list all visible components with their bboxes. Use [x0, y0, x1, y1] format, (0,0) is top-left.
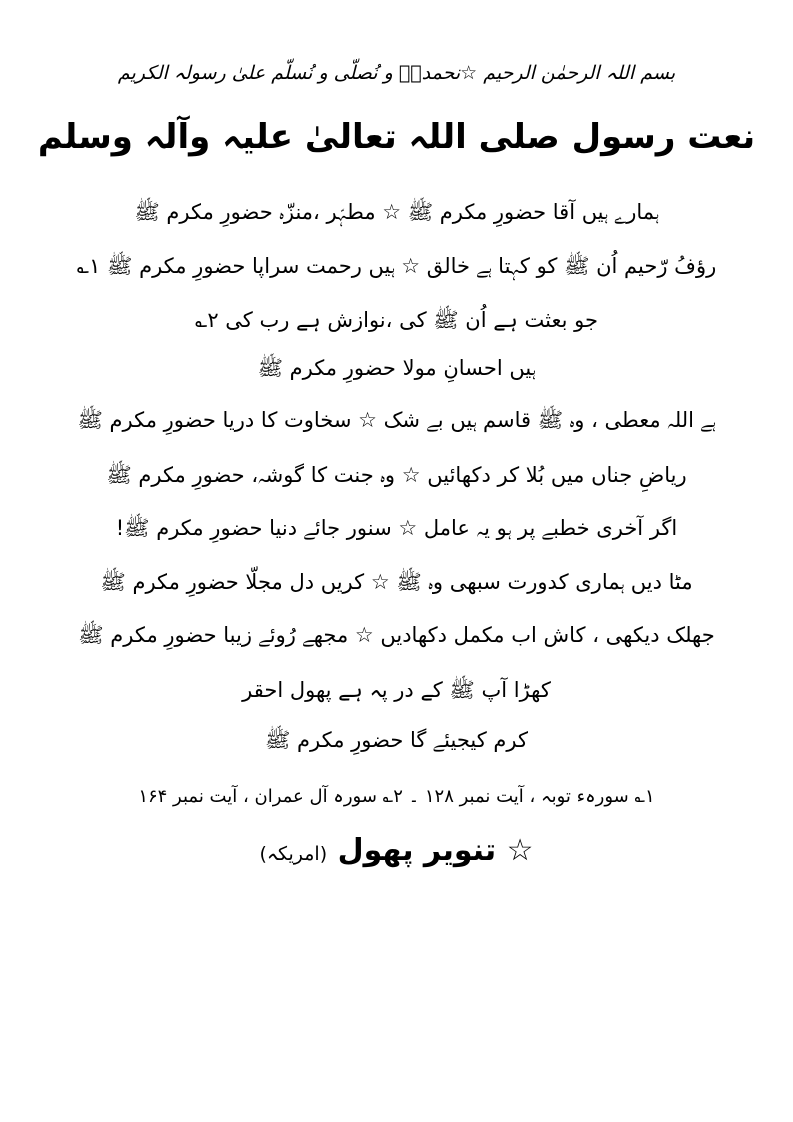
- page-title: نعت رسول صلی اللہ تعالیٰ علیہ وآلہ وسلم: [37, 117, 756, 157]
- verse-line: مٹا دیں ہماری کدورت سبھی وہ ﷺ ☆ کریں دل مجلّا حضورِ مکرم ﷺ: [100, 570, 693, 594]
- verse-line: ہمارے ہیں آقا حضورِ مکرم ﷺ ☆ مطہّر ،منزّہ حضورِ مکرم ﷺ: [134, 200, 659, 224]
- verse-line: اگر آخری خطبے پر ہو یہ عامل ☆ سنور جائے دنیا حضورِ مکرم ﷺ!: [115, 516, 678, 540]
- bismillah-line: بسم اللہ الرحمٰن الرحیم ☆نحمدہٗ و نُصلّی و نُسلّم علیٰ رسولہ الکریم: [117, 62, 676, 84]
- verse-line: جھلک دیکھی ، کاش اب مکمل دکھادیں ☆ مجھے رُوئے زیبا حضورِ مکرم ﷺ: [78, 623, 715, 647]
- footnote: ۱؎ سورہء توبہ ، آیت نمبر ۱۲۸ ۔ ۲؎ سورہ آل عمران ، آیت نمبر ۱۶۴: [138, 786, 655, 807]
- verse-line: کرم کیجیئے گا حضورِ مکرم ﷺ: [264, 728, 529, 752]
- verse-line: جو بعثت ہے اُن ﷺ کی ،نوازش ہے رب کی ۲؎: [195, 308, 598, 332]
- verse-line: ہے اللہ معطی ، وہ ﷺ قاسم ہیں بے شک ☆ سخاوت کا دریا حضورِ مکرم ﷺ: [77, 408, 716, 432]
- verse-line: ہیں احسانِ مولا حضورِ مکرم ﷺ: [257, 356, 536, 380]
- verse-line: رؤفُ رّحیم اُن ﷺ کو کہتا ہے خالق ☆ ہیں رحمت سراپا حضورِ مکرم ﷺ ۱؎: [76, 254, 717, 278]
- signature: [0, 833, 793, 868]
- author-name: تنویر پھول: [337, 833, 497, 868]
- star-icon: ☆: [506, 833, 534, 868]
- verse-line: ریاضِ جناں میں بُلا کر دکھائیں ☆ وہ جنت کا گوشہ، حضورِ مکرم ﷺ: [106, 463, 687, 487]
- author-location: (امریکہ): [259, 843, 328, 865]
- verse-line: کھڑا آپ ﷺ کے در پہ ہے پھول احقر: [242, 678, 551, 702]
